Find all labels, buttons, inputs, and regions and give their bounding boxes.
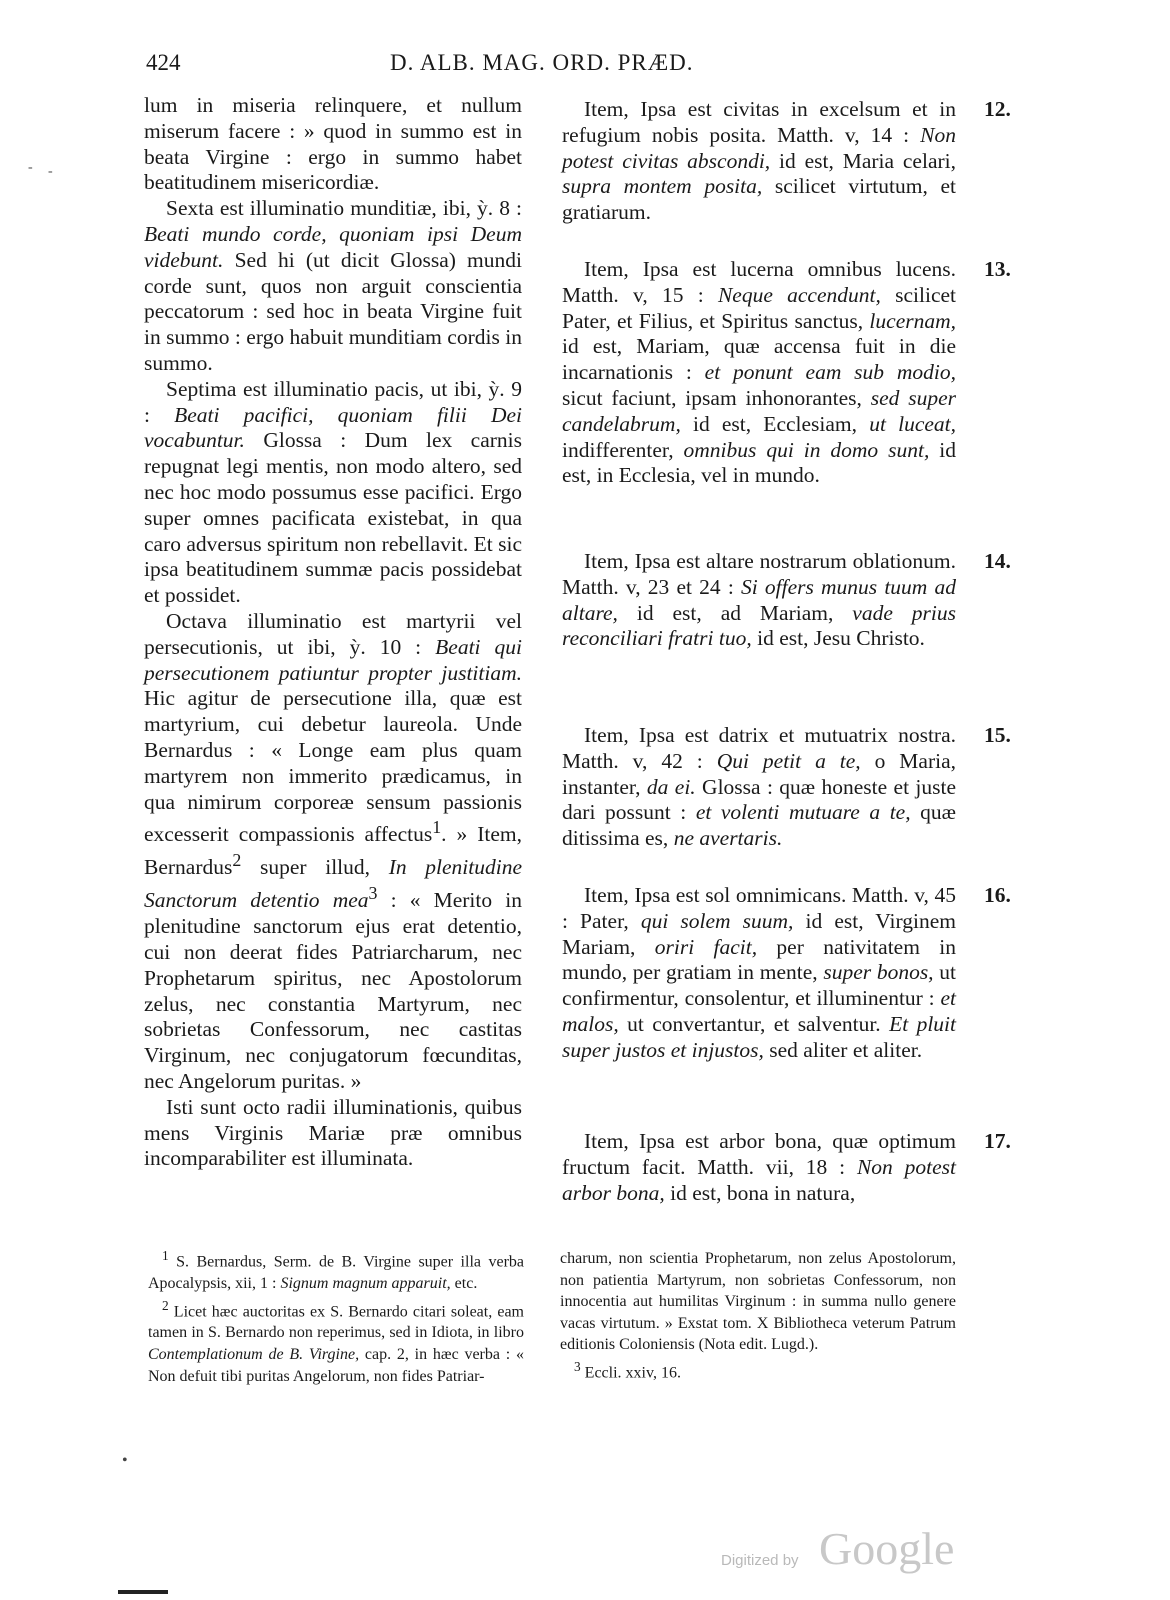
left-column [144, 93, 522, 1172]
item-arbor: Item, Ipsa est arbor bona, quæ optimum fructum facit. Matth. vii, 18 : Non potest arbor bona, id est, bona in natura, [562, 1129, 956, 1205]
margin-number-17: 17. [984, 1129, 1011, 1153]
margin-number-14: 14. [984, 549, 1011, 573]
paragraph-munditia: Sexta est illuminatio munditiæ, ibi, ỳ. 8 : Beati mundo corde, quoniam ipsi Deum videbunt. Sed hi (ut dicit Glossa) mundi corde sunt, quos non arguit conscientia peccatorum : sed hoc in beata Virgine fuit in summo : ergo habuit munditiam cordis in summo. [144, 196, 522, 375]
item-altare: Item, Ipsa est altare nostrarum oblationum. Matth. v, 23 et 24 : Si offers munus tuum ad altare, id est, ad Mariam, vade prius reconciliari fratri tuo, id est, Jesu Christo. [562, 549, 957, 651]
scan-speck: • [122, 1452, 128, 1469]
paragraph-martyrii: Octava illuminatio est martyrii vel persecutionis, ut ibi, ỳ. 10 : Beati qui persecutionem patiuntur propter justitiam. Hic agitur de persecutione illa, quæ est martyrium, cui debetur laureola. Unde Bernardus : « Longe eam plus quam martyrem non immerito prædicamus, in qua nimirum corporeæ sensum passionis excesserit compassionis affectus$^1$. » Item, Bernardus$^2$ super illud, In plenitudine Sanctorum detentio mea$^3$ : « Merito in plenitudine sanctorum ejus erat detentio, cui non deerat fides Patriarcharum, nec Prophetarum spiritus, nec Apostolorum zelus, nec constantia Martyrum, nec sobrietas Confessorum, nec castitas Virginum, nec conjugatorum fœcunditas, nec Angelorum puritas. » [144, 608, 522, 1093]
margin-number-16: 16. [984, 883, 1011, 907]
paragraph-misericordia: lum in miseria relinquere, et nullum miserum facere : » quod in summo est in beata Virgine : ergo in summo habet beatitudinem misericordiæ. [144, 93, 522, 195]
item-sol: Item, Ipsa est sol omnimicans. Matth. v, 45 : Pater, qui solem suum, id est, Virginem Mariam, oriri facit, per nativitatem in mundo, per gratiam in mente, super bonos, ut confirmentur, consolentur, et illuminentur : et malos, ut convertantur, et salventur. Et pluit super justos et injustos, sed aliter et aliter. [562, 883, 956, 1062]
margin-number-12: 12. [984, 97, 1011, 121]
footnotes-right [560, 1248, 956, 1384]
footnote-1: $^1$ S. Bernardus, Serm. de B. Virgine super illa verba Apocalypsis, xii, 1 : Signum magnum apparuit, etc. [148, 1248, 524, 1292]
footnote-2-continued: charum, non scientia Prophetarum, non zelus Apostolorum, non patientia Martyrum, non sobrietas Confessorum, non innocentia aut humilitas Virginum : in summa nullo genere vacas virtutum. » Exstat tom. X Bibliotheca veterum Patrum editionis Coloniensis (Nota edit. Lugd.). [560, 1250, 956, 1354]
item-lucerna: Item, Ipsa est lucerna omnibus lucens. Matth. v, 15 : Neque accendunt, scilicet Pater, et Filius, et Spiritus sanctus, lucernam, id est, Mariam, quæ accensa fuit in die incarnationis : et ponunt eam sub modio, sicut faciunt, ipsam inhonorantes, sed super candelabrum, id est, Ecclesiam, ut luceat, indifferenter, omnibus qui in domo sunt, id est, in Ecclesia, vel in mundo. [562, 257, 957, 488]
google-logo: Google [819, 1523, 955, 1574]
item-datrix: Item, Ipsa est datrix et mutuatrix nostra. Matth. v, 42 : Qui petit a te, o Maria, instanter, da ei. Glossa : quæ honeste et juste dari possunt : et volenti mutuare a te, quæ ditissima es, ne avertaris. [562, 723, 957, 851]
paragraph-pacis: Septima est illuminatio pacis, ut ibi, ỳ. 9 : Beati pacifici, quoniam filii Dei vocabuntur. Glossa : Dum lex carnis repugnat legi mentis, non modo altero, sed nec hoc modo possumus esse pacifici. Ergo super omnes pacificata existebat, in qua caro adversus spiritum non rebellavit. Et sic ipsa beatitudinem summæ pacis possidebat et possidet. [144, 376, 522, 608]
margin-number-15: 15. [984, 723, 1011, 747]
margin-number-13: 13. [984, 257, 1011, 281]
running-header [0, 50, 1170, 86]
item-civitas: Item, Ipsa est civitas in excelsum et in refugium nobis posita. Matth. v, 14 : Non potest civitas abscondi, id est, Maria celari, supra montem posita, scilicet virtutum, et gratiarum. [562, 97, 956, 225]
footnote-ref-3[interactable]: 3 [368, 883, 378, 904]
footnote-3: $^3$ Eccli. xxiv, 16. [574, 1358, 681, 1382]
scan-speck: - [48, 164, 53, 179]
running-title: D. ALB. MAG. ORD. PRÆD. [390, 50, 694, 75]
footnote-ref-1[interactable]: 1 [432, 817, 442, 838]
page-number: 424 [146, 50, 181, 75]
scan-speck: - [28, 160, 33, 175]
footnotes-left [148, 1245, 524, 1387]
scan-edge-mark [118, 1590, 168, 1594]
footnote-2: $^2$ Licet hæc auctoritas ex S. Bernardo citari soleat, eam tamen in S. Bernardo non reperimus, sed in Idiota, in libro Contemplationum de B. Virgine, cap. 2, in hæc verba : « Non defuit tibi puritas Angelorum, non fides Patriar- [148, 1297, 524, 1385]
footnote-ref-2[interactable]: 2 [232, 850, 242, 871]
digitized-by-label: Digitized by [721, 1552, 799, 1569]
paragraph-radii: Isti sunt octo radii illuminationis, quibus mens Virginis Mariæ præ omnibus incomparabiliter est illuminata. [144, 1094, 522, 1171]
